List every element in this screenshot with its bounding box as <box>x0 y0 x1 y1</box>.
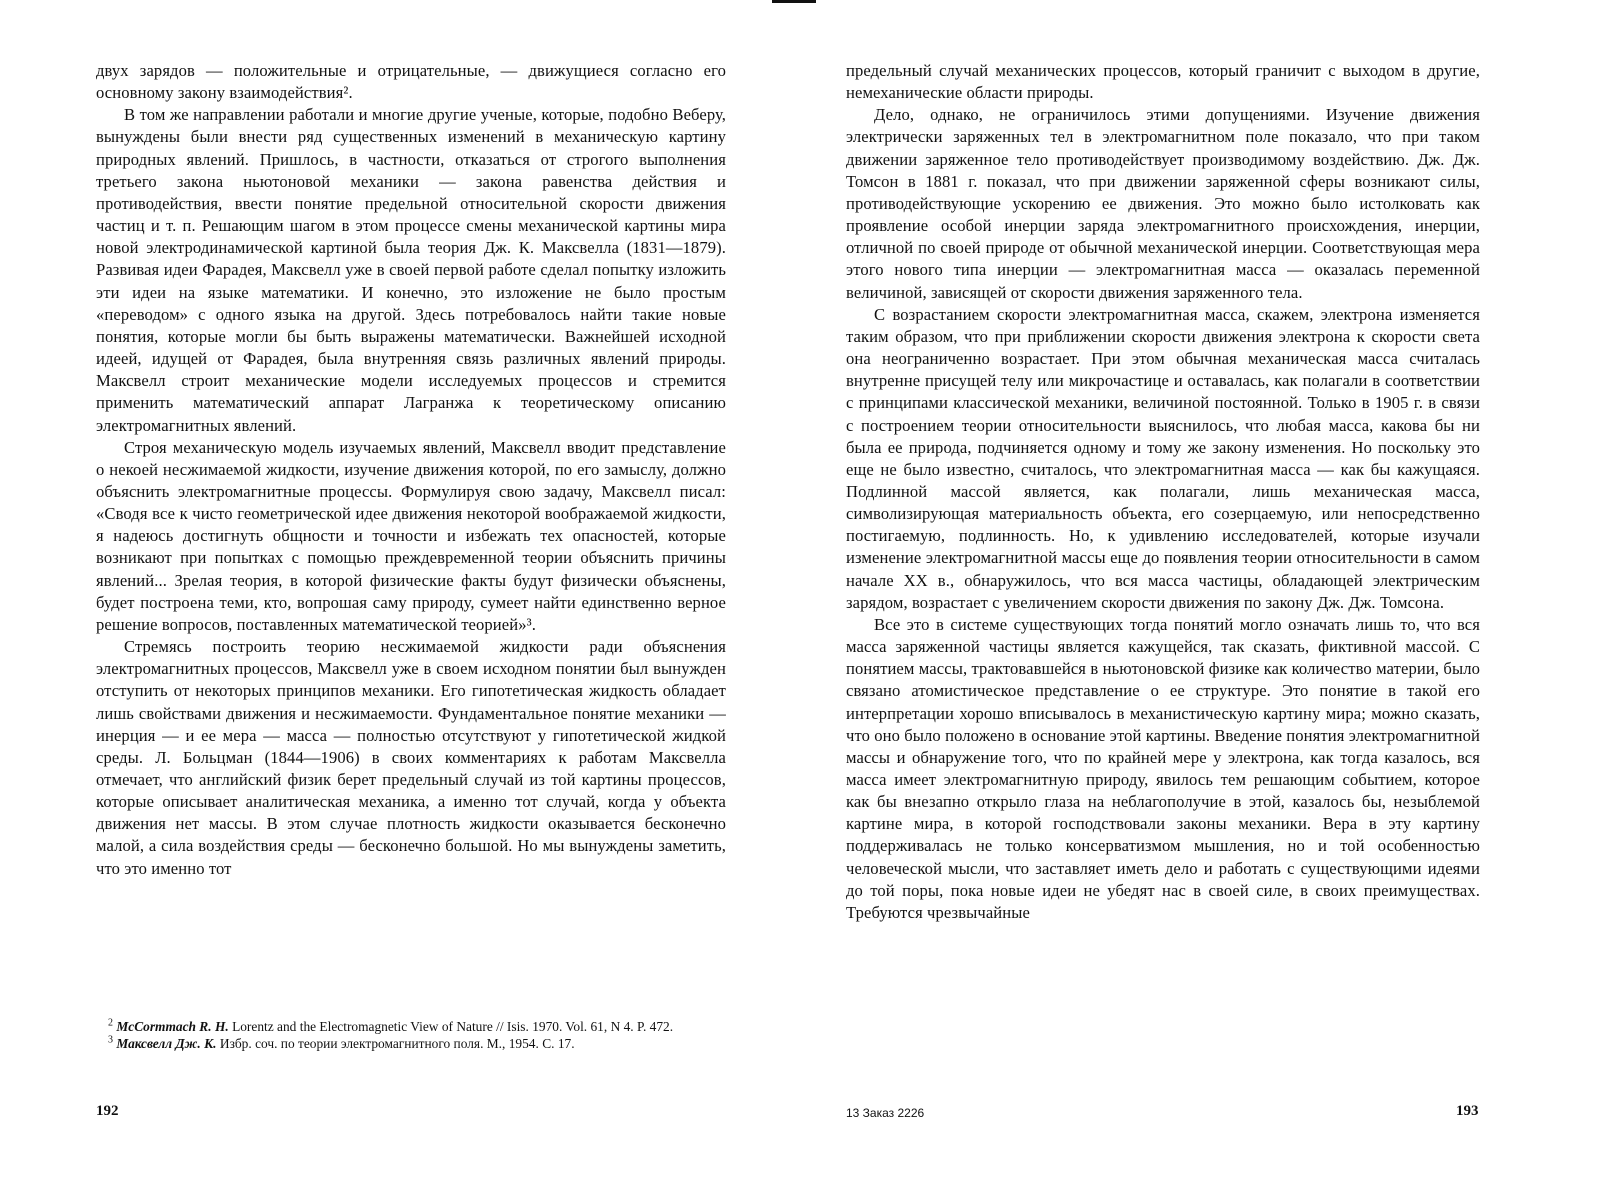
left-footnotes <box>96 1018 726 1052</box>
footnote-mark: 3 <box>108 1034 113 1046</box>
right-paragraph-3: Все это в системе существующих тогда понятий могло означать лишь то, что вся масса заряженной частицы является кажущейся, так сказать, фиктивной массой. С понятием массы, трактовавшейся в ньютоновской физике как количество материи, было связано атомистическое представление о ее структуре. Это понятие в такой его интерпретации хорошо вписывалось в механистическую картину мира; можно сказать, что оно было положено в основание этой картины. Введение понятия электромагнитной массы и обнаружение того, что по крайней мере у электрона, как тогда казалось, вся масса имеет электромагнитную природу, явилось тем решающим событием, которое как бы внезапно открыло глаза на неблагополучие в этой, казалось бы, незыблемой картине мира, в которой господствовали законы механики. Вера в эту картину поддерживалась не только консерватизмом мышления, но и той особенностью человеческой мысли, что заставляет иметь дело и работать с существующими идеями до той поры, пока новые идеи не убедят нас в своей силе, в своих преимуществах. Требуются чрезвычайные <box>846 614 1480 922</box>
page-top-mark <box>772 0 816 3</box>
left-paragraph-2: Строя механическую модель изучаемых явлений, Максвелл вводит представление о некоей несжимаемой жидкости, изучение движения которой, по его замыслу, должно объяснить электромагнитные процессы. Формулируя свою задачу, Максвелл писал: «Сводя все к чисто геометрической идее движения некоторой воображаемой жидкости, я надеюсь достигнуть общности и точности и избежать тех опасностей, которые возникают при попытках с помощью преждевременной теории объяснить причины явлений... Зрелая теория, в которой физические факты будут физически объяснены, будет построена теми, кто, вопрошая саму природу, сумеет найти единственно верное решение вопросов, поставленных математической теорией»³. <box>96 437 726 634</box>
left-page-number: 192 <box>96 1103 119 1119</box>
footnote-text: Lorentz and the Electromagnetic View of Nature // Isis. 1970. Vol. 61, N 4. P. 472. <box>232 1019 674 1034</box>
left-paragraph-3: Стремясь построить теорию несжимаемой жидкости ради объяснения электромагнитных процессов, Максвелл уже в своем исходном понятии был вынужден отступить от некоторых принципов механики. Его гипотетическая жидкость обладает лишь свойствами движения и несжимаемости. Фундаментальное понятие механики — инерция — и ее мера — масса — полностью отсутствуют у гипотетической жидкой среды. Л. Больцман (1844—1906) в своих комментариях к работам Максвелла отмечает, что английский физик берет предельный случай из той картины процессов, которые описывает аналитическая механика, а именно тот случай, когда у объекта движения нет массы. В этом случае плотность жидкости оказывается бесконечно малой, а сила воздействия среды — бесконечно большой. Но мы вынуждены заметить, что это именно тот <box>96 637 726 878</box>
right-paragraph-0: предельный случай механических процессов, который граничит с выходом в другие, немеханические области природы. <box>846 61 1480 103</box>
left-paragraph-0: двух зарядов — положительные и отрицательные, — движущиеся согласно его основному закону взаимодействия². <box>96 61 726 103</box>
right-page <box>846 60 1480 1170</box>
right-paragraph-1: Дело, однако, не ограничилось этими допущениями. Изучение движения электрически заряженных тел в электромагнитном поле показало, что при таком движении заряженное тело противодействует производимому воздействию. Дж. Дж. Томсон в 1881 г. показал, что при движении заряженной сферы возникают силы, противодействующие ускорению ее движения. Это можно было истолковать как проявление особой инерции заряда электромагнитного происхождения, инерции, отличной по своей природе от обычной механической инерции. Соответствующая мера этого нового типа инерции — электромагнитная масса — оказалась переменной величиной, зависящей от скорости движения заряженного тела. <box>846 105 1480 302</box>
footnote-3 <box>96 1035 726 1052</box>
right-paragraph-2: С возрастанием скорости электромагнитная масса, скажем, электрона изменяется таким образом, что при приближении скорости движения электрона к скорости света она неограниченно возрастает. При этом обычная механическая масса считалась внутренне присущей телу или микрочастице и оставалась, как полагали в соответствии с принципами классической механики, величиной постоянной. Только в 1905 г. в связи с построением теории относительности выяснилось, что любая масса, какова бы ни была ее природа, подчиняется одному и тому же закону изменения. Но поскольку это еще не было известно, считалось, что электромагнитная масса — как бы кажущаяся. Подлинной массой является, как полагали, лишь механическая масса, символизирующая материальность объекта, его созерцаемую, или непосредственно постигаемую, подлинность. Но, к удивлению исследователей, которые изучали изменение электромагнитной массы еще до появления теории относительности в самом начале XX в., обнаружилось, что вся масса частицы, обладающей электрическим зарядом, возрастает с увеличением скорости движения по закону Дж. Дж. Томсона. <box>846 304 1480 612</box>
footnote-author: McCormmach R. H. <box>116 1019 229 1034</box>
footnote-mark: 2 <box>108 1017 113 1029</box>
footnote-2 <box>96 1018 726 1035</box>
footnote-author: Максвелл Дж. К. <box>116 1036 217 1051</box>
left-page <box>96 60 726 1170</box>
printer-signature: 13 Заказ 2226 <box>846 1106 925 1120</box>
left-paragraph-1: В том же направлении работали и многие другие ученые, которые, подобно Веберу, вынуждены были внести ряд существенных изменений в механическую картину природных явлений. Пришлось, в частности, отказаться от строгого выполнения третьего закона ньютоновой механики — закона равенства действия и противодействия, ввести понятие предельной относительной скорости движения частиц и т. п. Решающим шагом в этом процессе смены механической картины мира новой электродинамической картиной была теория Дж. К. Максвелла (1831—1879). Развивая идеи Фарадея, Максвелл уже в своей первой работе сделал попытку изложить эти идеи на языке математики. И конечно, это изложение не было простым «переводом» с одного языка на другой. Здесь потребовалось найти такие новые понятия, которые могли бы быть выражены математически. Важнейшей исходной идеей, идущей от Фарадея, была внутренняя связь различных явлений природы. Максвелл строит механические модели исследуемых процессов и стремится применить математический аппарат Лагранжа к теоретическому описанию электромагнитных явлений. <box>96 105 726 435</box>
right-page-number: 193 <box>1456 1103 1479 1119</box>
footnote-text: Избр. соч. по теории электромагнитного поля. М., 1954. С. 17. <box>219 1036 575 1051</box>
